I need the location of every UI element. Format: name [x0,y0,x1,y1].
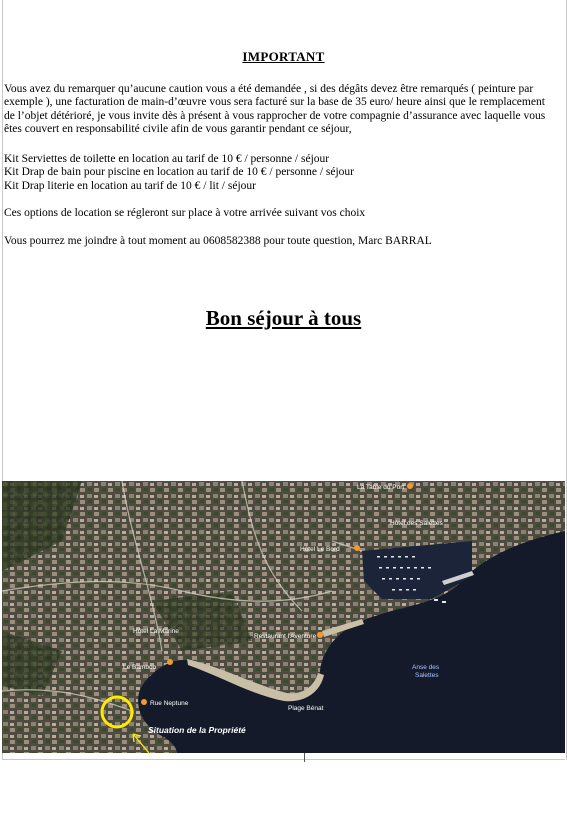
kit-towels: Kit Serviettes de toilette en location au tarif de 10 € / personne / séjour [4,153,330,165]
closing-greeting: Bon séjour à tous [205,306,362,330]
situation-label: Situation de la Propriété [148,725,246,735]
deposit-line: de l’objet détérioré, je vous invite dès à présent à vous rapprocher de votre compagnie d’assurance avec laquelle vous [4,109,546,122]
map-label-restaurant: Restaurant l'Aventure [254,633,317,640]
map-label-le-bamboo: Le Bamboo [123,664,157,671]
map-label-table-du-port: La Table du Port [357,484,405,491]
map-label-hotel-bord: Hôtel Le Bord [300,546,340,553]
contact-note: Vous pourrez me joindre à tout moment au 0608582388 pour toute question, Marc BARRAL [4,235,432,247]
map-label-anse-line2: Salettes [415,672,439,679]
page-bottom-tick [304,753,305,762]
deposit-line: êtes couvert en responsabilité civile afin de vous garantir pendant ce séjour, [4,123,352,136]
important-heading: IMPORTANT [242,49,325,64]
deposit-line: Vous avez du remarquer qu’aucune caution vous a été demandée , si des dégâts devez être remarqués ( peinture par [4,83,534,95]
map-label-hotel-salettes: Hôtel des Salettes [390,520,443,527]
kit-bed-linen: Kit Drap literie en location au tarif de 10 € / lit / séjour [4,179,256,192]
location-map [2,481,565,753]
deposit-line: exemple ), une facturation de main-d’œuvre vous sera facturé sur la base de 35 euro/ heure ainsi que le remplacement [4,96,545,109]
payment-note: Ces options de location se régleront sur place à votre arrivée suivant vos choix [4,207,366,219]
rental-kits-list [4,153,560,193]
page-bottom-rule [2,759,565,760]
map-label-anse-line1: Anse des [412,664,440,671]
map-label-hotel-marine: Hôtel La Marine [133,628,179,635]
map-label-rue: Rue Neptune [150,700,189,707]
map-label-plage: Plage Bénat [288,705,324,712]
kit-pool-towel: Kit Drap de bain pour piscine en location au tarif de 10 € / personne / séjour [4,166,355,179]
deposit-paragraph [4,83,560,137]
